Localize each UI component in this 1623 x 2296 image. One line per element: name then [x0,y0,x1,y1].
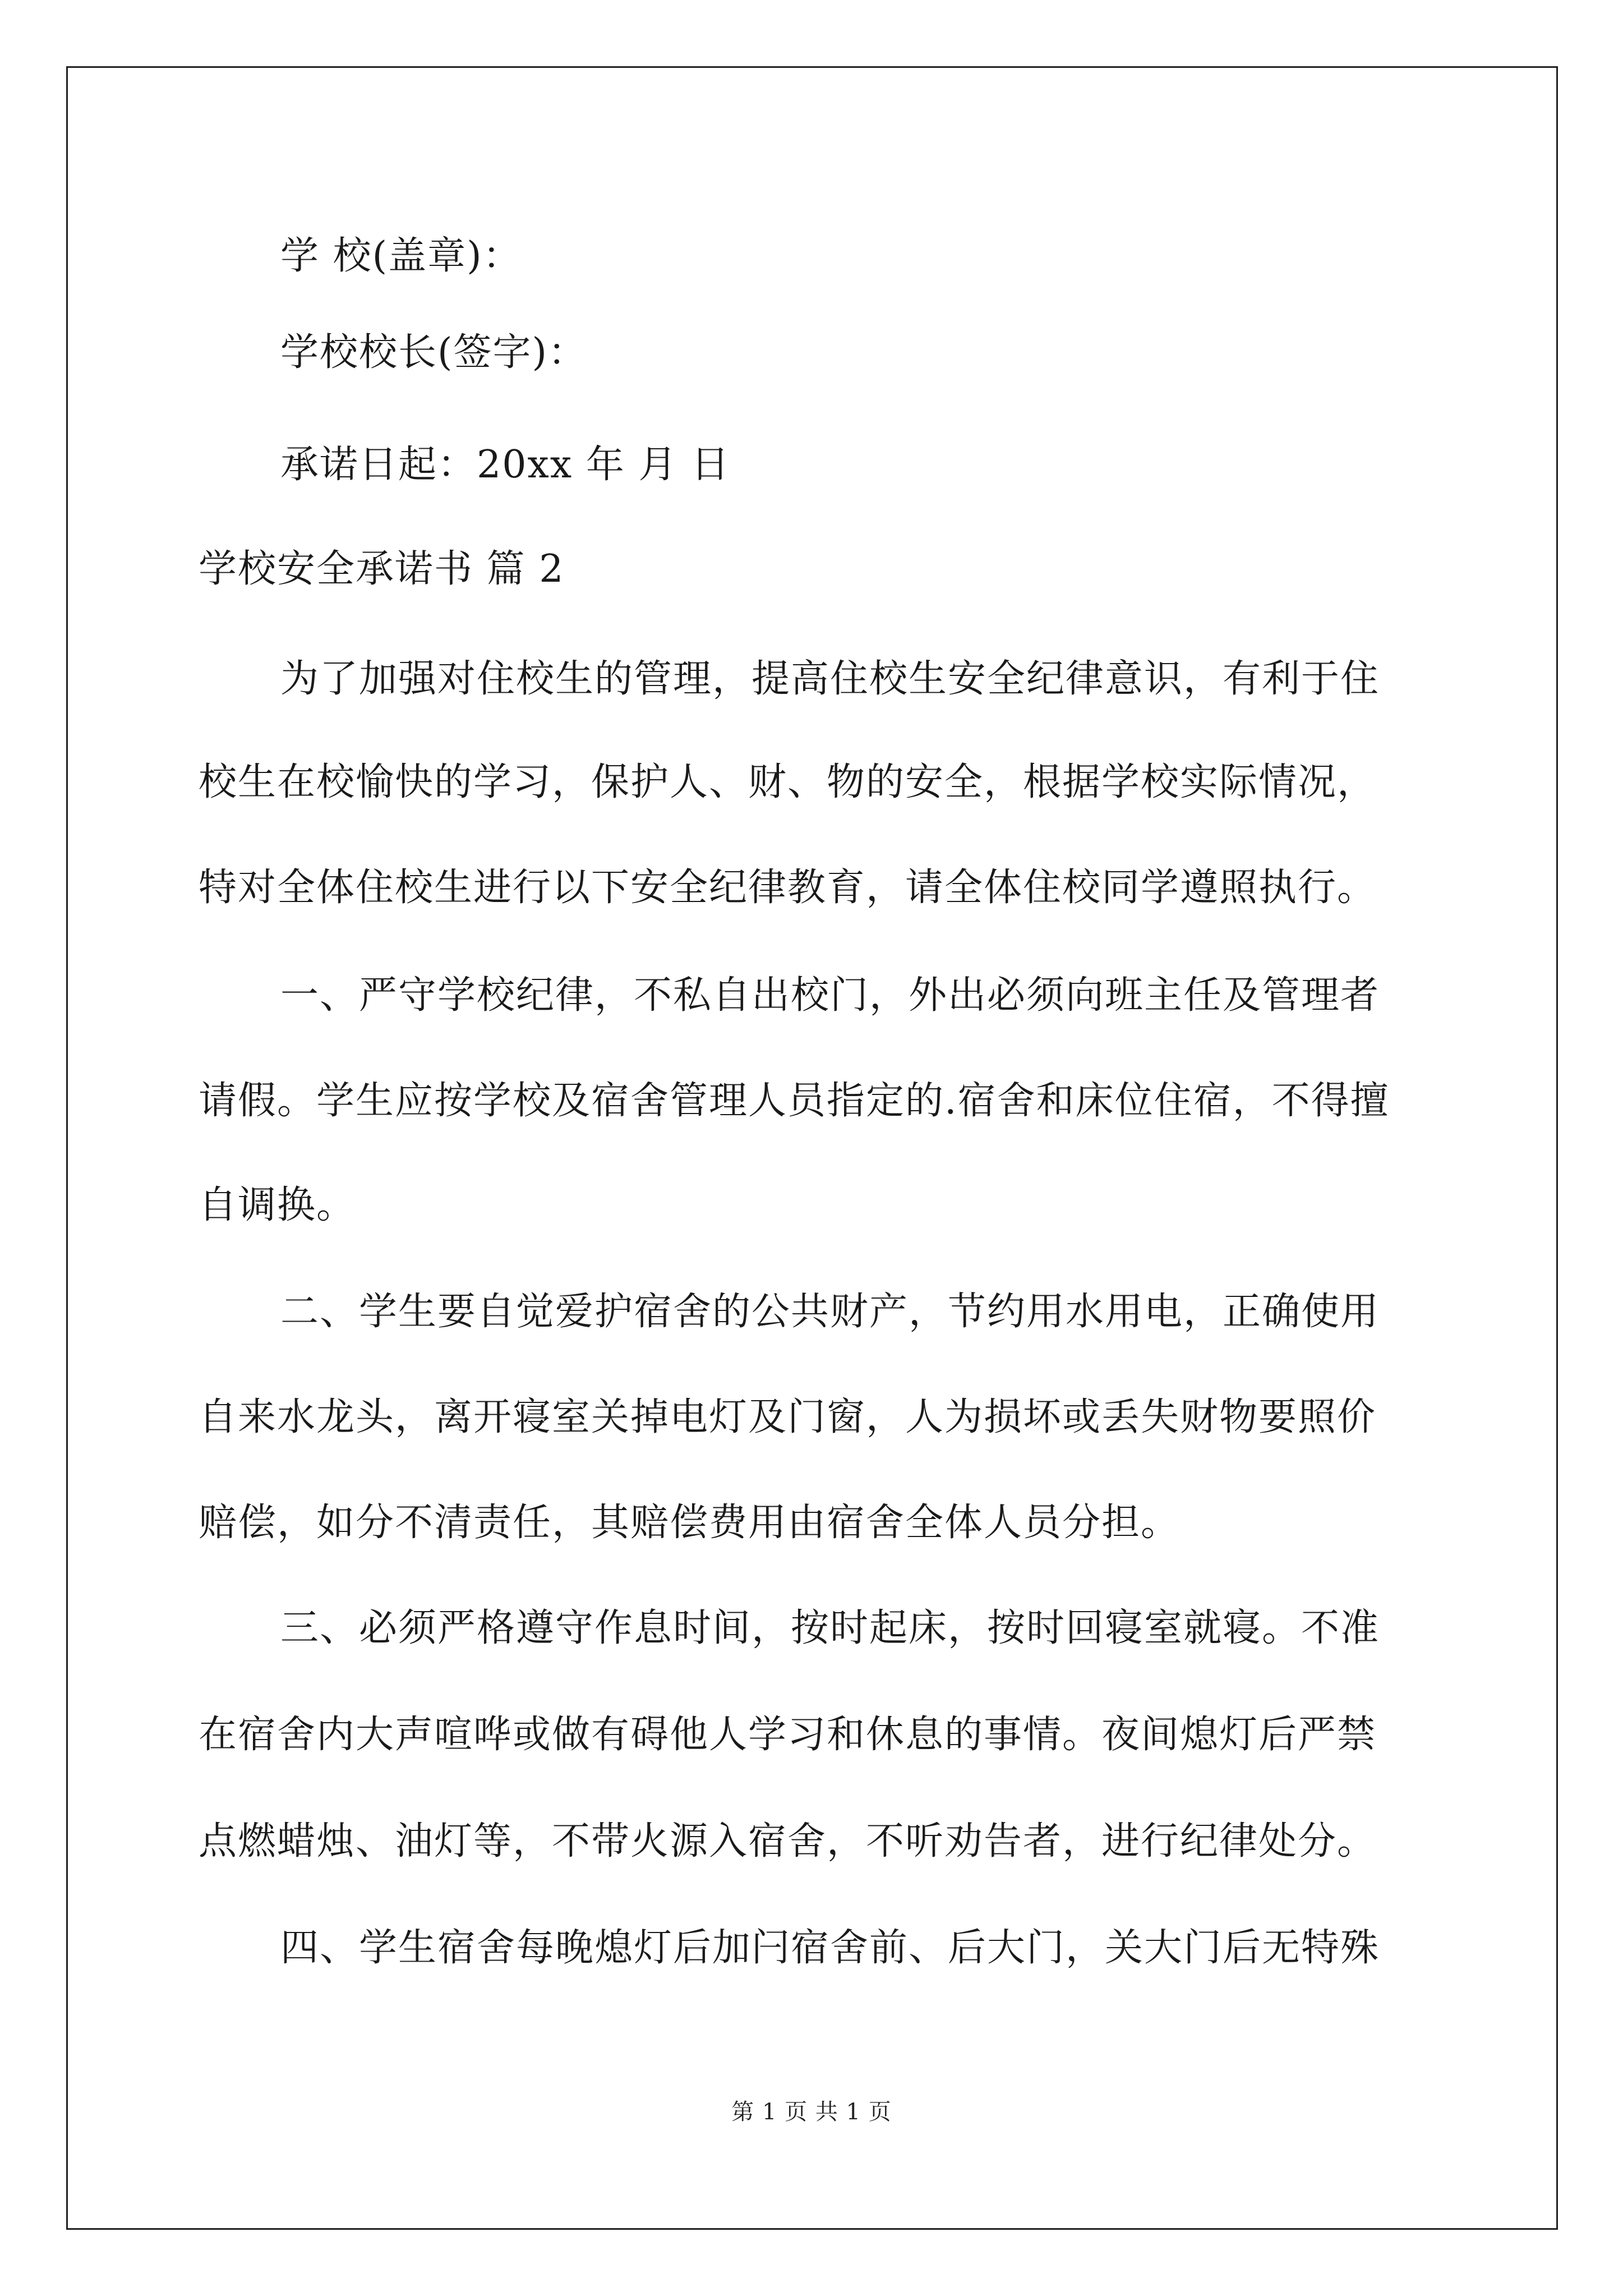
commitment-date-line: 承诺日起：20xx 年 月 日 [280,443,731,487]
paragraph-line: 特对全体住校生进行以下安全纪律教育，请全体住校同学遵照执行。 [199,866,1377,910]
paragraph-line: 三、必须严格遵守作息时间，按时起床，按时回寝室就寝。不准 [280,1606,1380,1650]
school-seal-line: 学 校(盖章)： [280,234,522,278]
paragraph-line: 二、学生要自觉爱护宿舍的公共财产，节约用水用电，正确使用 [280,1290,1380,1334]
paragraph-line: 一、严守学校纪律，不私自出校门，外出必须向班主任及管理者 [280,973,1380,1018]
principal-signature-line: 学校校长(签字)： [280,330,588,375]
paragraph-line: 自调换。 [199,1183,356,1227]
paragraph-line: 四、学生宿舍每晚熄灯后加闩宿舍前、后大门，关大门后无特殊 [280,1926,1380,1970]
paragraph-line: 校生在校愉快的学习，保护人、财、物的安全，根据学校实际情况， [199,760,1377,804]
page-border [66,66,1558,2230]
paragraph-line: 请假。学生应按学校及宿舍管理人员指定的.宿舍和床位住宿，不得擅 [199,1079,1390,1123]
paragraph-line: 点燃蜡烛、油灯等，不带火源入宿舍，不听劝告者，进行纪律处分。 [199,1819,1377,1864]
paragraph-line: 为了加强对住校生的管理，提高住校生安全纪律意识，有利于住 [280,657,1380,701]
paragraph-line: 自来水龙头，离开寝室关掉电灯及门窗，人为损坏或丢失财物要照价 [199,1395,1377,1439]
paragraph-line: 在宿舍内大声喧哗或做有碍他人学习和休息的事情。夜间熄灯后严禁 [199,1713,1377,1757]
section-title: 学校安全承诺书 篇 2 [199,547,565,591]
page-number-footer: 第 1 页 共 1 页 [731,2099,892,2125]
paragraph-line: 赔偿，如分不清责任，其赔偿费用由宿舍全体人员分担。 [199,1501,1181,1545]
